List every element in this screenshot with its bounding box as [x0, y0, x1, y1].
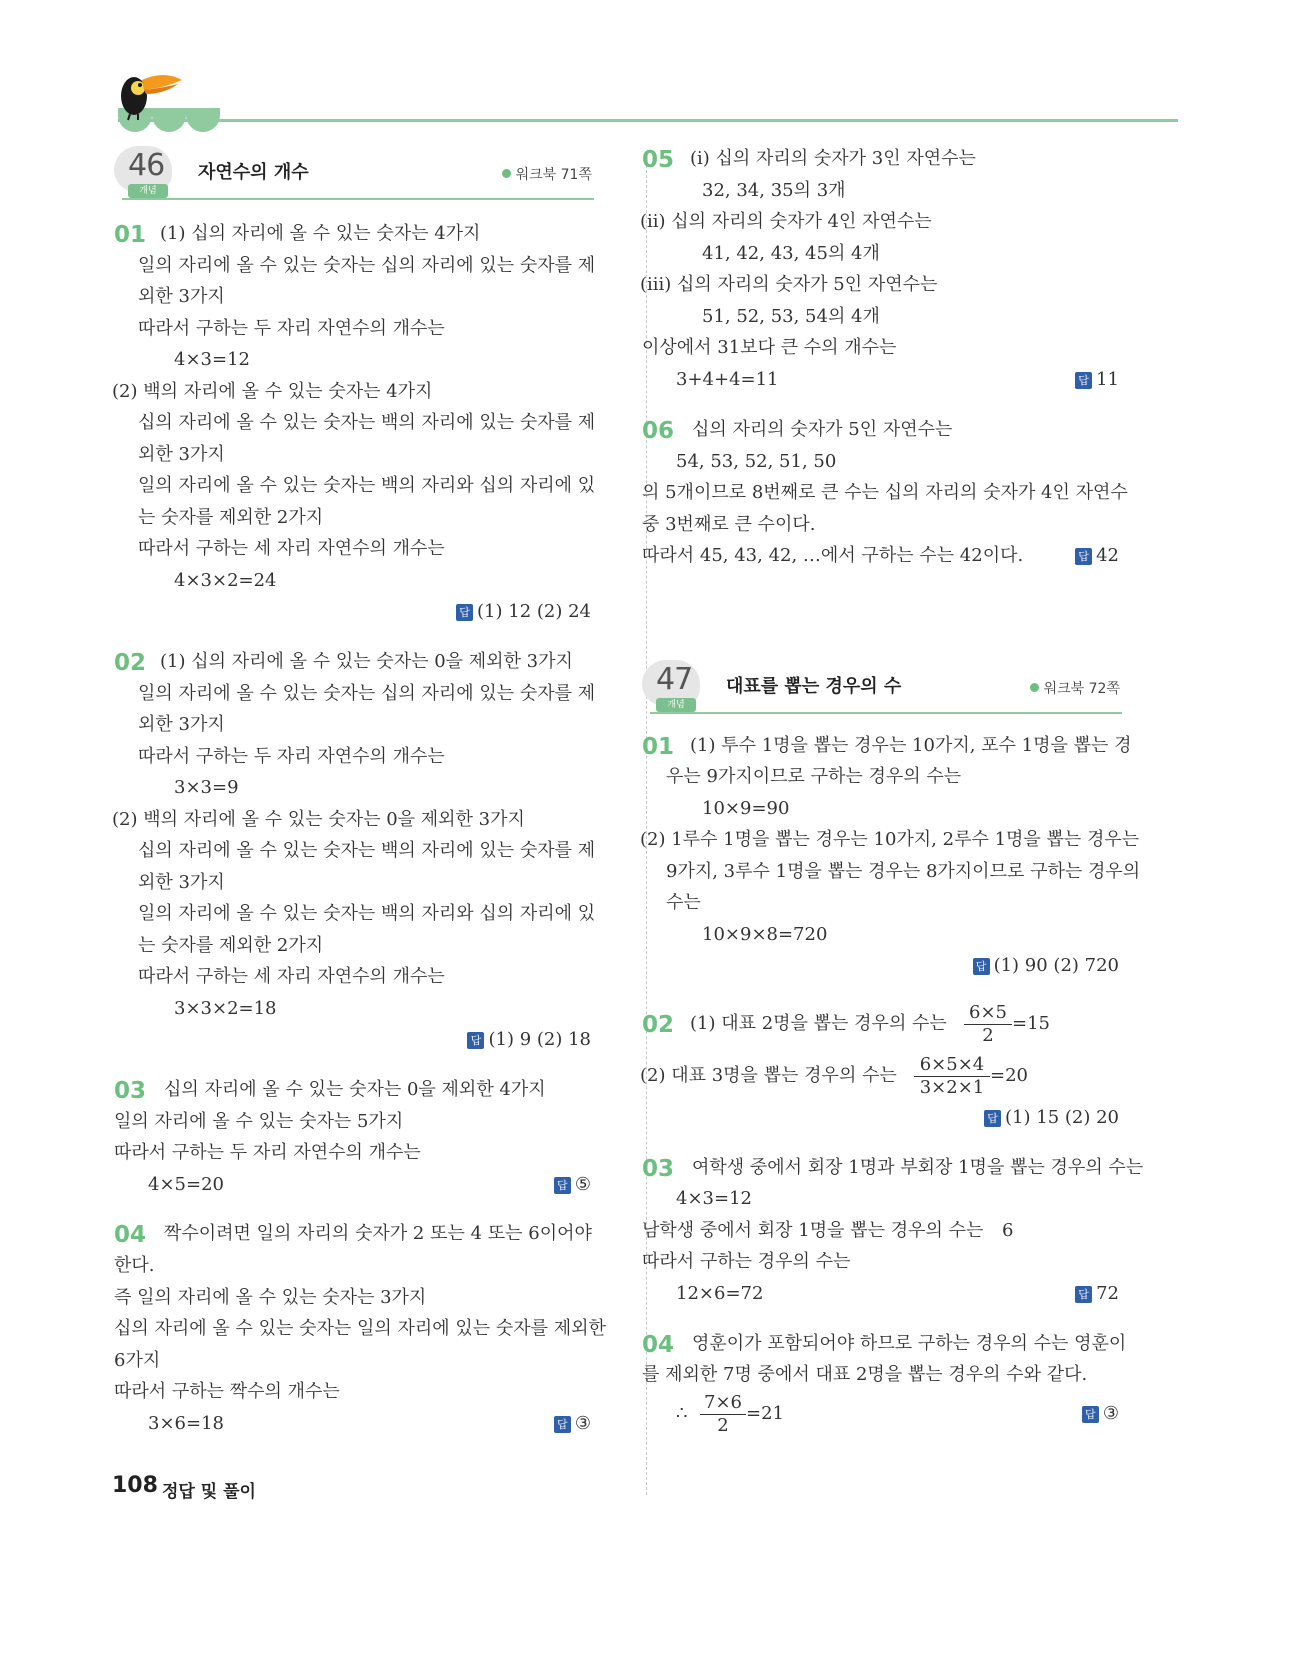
solution-line: 중 3번째로 큰 수이다. — [642, 514, 816, 535]
solution-line: 따라서 45, 43, 42, …에서 구하는 수는 42이다. — [642, 545, 1024, 566]
answer: 답 72 — [1075, 1282, 1119, 1306]
header-wave — [186, 108, 220, 132]
fraction-denominator: 2 — [964, 1024, 1012, 1047]
solution-line: (2) 대표 3명을 뽑는 경우의 수는 — [640, 1065, 897, 1086]
footer-label: 정답 및 풀이 — [162, 1482, 256, 1502]
solution-line: 이상에서 31보다 큰 수의 개수는 — [642, 337, 897, 358]
equation-result: =20 — [990, 1065, 1028, 1086]
section-underline — [122, 198, 594, 200]
problem-number: 06 — [642, 418, 675, 444]
answer: 답 ③ — [554, 1412, 591, 1436]
solution-line: 따라서 구하는 두 자리 자연수의 개수는 — [138, 318, 445, 339]
problem-number: 01 — [642, 734, 675, 760]
solution-line: 의 5개이므로 8번째로 큰 수는 십의 자리의 숫자가 4인 자연수 — [642, 482, 1128, 503]
fraction-numerator: 6×5 — [969, 1002, 1007, 1023]
solution-line: 즉 일의 자리에 올 수 있는 숫자는 3가지 — [114, 1287, 427, 1308]
solution-line: 는 숫자를 제외한 2가지 — [138, 507, 324, 528]
solution-line: 십의 자리에 올 수 있는 숫자는 백의 자리에 있는 숫자를 제 — [138, 412, 596, 433]
answer: 답 ③ — [1082, 1402, 1119, 1426]
solution-line: 외한 3가지 — [138, 444, 225, 465]
solution-line: 남학생 중에서 회장 1명을 뽑는 경우의 수는 — [642, 1220, 984, 1241]
solution-line: 우는 9가지이므로 구하는 경우의 수는 — [666, 766, 962, 787]
equation: 3×3=9 — [174, 777, 239, 798]
solution-line: 일의 자리에 올 수 있는 숫자는 백의 자리와 십의 자리에 있 — [138, 903, 596, 924]
solution-line: 한다. — [114, 1255, 155, 1276]
equation: 10×9×8=720 — [702, 924, 828, 945]
solution-line: (ⅰ) 십의 자리의 숫자가 3인 자연수는 — [690, 148, 976, 169]
solution-line: (ⅲ) 십의 자리의 숫자가 5인 자연수는 — [640, 274, 938, 295]
answer-icon: 답 — [1075, 372, 1092, 389]
fraction — [914, 1054, 990, 1099]
solution-line: (1) 십의 자리에 올 수 있는 숫자는 4가지 — [160, 223, 481, 244]
bullet-icon — [1030, 683, 1039, 692]
solution-line: 따라서 구하는 두 자리 자연수의 개수는 — [138, 746, 445, 767]
solution-line: 외한 3가지 — [138, 872, 225, 893]
toucan-logo — [112, 66, 184, 122]
solution-line: 십의 자리에 올 수 있는 숫자는 일의 자리에 있는 숫자를 제외한 — [114, 1318, 606, 1339]
equation: 3×6=18 — [148, 1413, 224, 1434]
solution-line: 6가지 — [114, 1350, 161, 1371]
answer: 답 42 — [1075, 544, 1119, 568]
equation: 4×3=12 — [676, 1188, 752, 1209]
answer-icon: 답 — [456, 604, 473, 621]
solution-line: 십의 자리에 올 수 있는 숫자는 0을 제외한 4가지 — [164, 1079, 546, 1100]
equation-result: =15 — [1012, 1013, 1050, 1034]
solution-line: 일의 자리에 올 수 있는 숫자는 십의 자리에 있는 숫자를 제 — [138, 683, 596, 704]
page-number: 108 — [112, 1473, 158, 1498]
section-title: 자연수의 개수 — [198, 162, 309, 183]
section-header-47 — [642, 660, 1122, 716]
solution-line: 51, 52, 53, 54의 4개 — [702, 306, 880, 327]
equation: 10×9=90 — [702, 798, 790, 819]
problem-number: 01 — [114, 222, 147, 248]
solution-line: 일의 자리에 올 수 있는 숫자는 백의 자리와 십의 자리에 있 — [138, 475, 596, 496]
problem-number: 03 — [642, 1156, 675, 1182]
fraction-denominator: 2 — [700, 1414, 746, 1437]
solution-line: 따라서 구하는 경우의 수는 — [642, 1251, 851, 1272]
problem-number: 04 — [114, 1222, 147, 1248]
problem-number: 02 — [642, 1012, 675, 1038]
fraction — [964, 1002, 1012, 1047]
solution-line: 54, 53, 52, 51, 50 — [676, 451, 837, 472]
therefore-symbol: ∴ — [676, 1403, 688, 1424]
equation: 4×5=20 — [148, 1174, 224, 1195]
solution-line: (ⅱ) 십의 자리의 숫자가 4인 자연수는 — [640, 211, 932, 232]
solution-line: 를 제외한 7명 중에서 대표 2명을 뽑는 경우의 수와 같다. — [642, 1364, 1088, 1385]
solution-line: 따라서 구하는 두 자리 자연수의 개수는 — [114, 1142, 421, 1163]
solution-line: 일의 자리에 올 수 있는 숫자는 십의 자리에 있는 숫자를 제 — [138, 255, 596, 276]
solution-line: (1) 투수 1명을 뽑는 경우는 10가지, 포수 1명을 뽑는 경 — [690, 735, 1132, 756]
equation-result: =21 — [746, 1403, 784, 1424]
solution-line: (2) 백의 자리에 올 수 있는 숫자는 0을 제외한 3가지 — [112, 809, 525, 830]
fraction-denominator: 3×2×1 — [914, 1076, 990, 1099]
answer: 답 (1) 90 (2) 720 — [973, 954, 1119, 978]
solution-line: 일의 자리에 올 수 있는 숫자는 5가지 — [114, 1111, 404, 1132]
workbook-ref: 워크북 71쪽 — [502, 164, 592, 184]
answer-icon: 답 — [984, 1110, 1001, 1127]
section-tag: 개념 — [128, 184, 168, 198]
equation: 12×6=72 — [676, 1283, 764, 1304]
equation: 4×3=12 — [174, 349, 250, 370]
answer-icon: 답 — [1075, 1286, 1092, 1303]
equation: 3+4+4=11 — [676, 369, 779, 390]
solution-line: 수는 — [666, 892, 701, 913]
solution-line: 외한 3가지 — [138, 714, 225, 735]
solution-line: 외한 3가지 — [138, 286, 225, 307]
equation: 6 — [1002, 1220, 1014, 1241]
solution-line: 영훈이가 포함되어야 하므로 구하는 경우의 수는 영훈이 — [692, 1333, 1127, 1354]
solution-line: 따라서 구하는 짝수의 개수는 — [114, 1381, 340, 1402]
equation: 4×3×2=24 — [174, 570, 277, 591]
answer: 답 (1) 12 (2) 24 — [456, 600, 591, 624]
solution-line: 따라서 구하는 세 자리 자연수의 개수는 — [138, 966, 445, 987]
solution-line: 32, 34, 35의 3개 — [702, 180, 846, 201]
section-header-46 — [114, 146, 594, 202]
problem-number: 02 — [114, 650, 147, 676]
solution-line: (1) 십의 자리에 올 수 있는 숫자는 0을 제외한 3가지 — [160, 651, 573, 672]
workbook-ref: 워크북 72쪽 — [1030, 678, 1120, 698]
fraction-numerator: 7×6 — [704, 1392, 742, 1413]
section-tag: 개념 — [656, 698, 696, 712]
problem-number: 04 — [642, 1332, 675, 1358]
solution-line: (2) 백의 자리에 올 수 있는 숫자는 4가지 — [112, 381, 433, 402]
solution-line: 십의 자리의 숫자가 5인 자연수는 — [692, 419, 953, 440]
answer-icon: 답 — [1075, 548, 1092, 565]
section-title: 대표를 뽑는 경우의 수 — [726, 676, 902, 697]
answer-icon: 답 — [554, 1177, 571, 1194]
solution-line: 따라서 구하는 세 자리 자연수의 개수는 — [138, 538, 445, 559]
problem-number: 05 — [642, 147, 675, 173]
section-number: 46 — [128, 148, 165, 183]
answer-icon: 답 — [554, 1416, 571, 1433]
section-underline — [650, 712, 1122, 714]
solution-line: 십의 자리에 올 수 있는 숫자는 백의 자리에 있는 숫자를 제 — [138, 840, 596, 861]
answer: 답 (1) 9 (2) 18 — [467, 1028, 591, 1052]
solution-line: 41, 42, 43, 45의 4개 — [702, 243, 880, 264]
solution-line: 9가지, 3루수 1명을 뽑는 경우는 8가지이므로 구하는 경우의 — [666, 861, 1141, 882]
problem-number: 03 — [114, 1078, 147, 1104]
answer: 답 (1) 15 (2) 20 — [984, 1106, 1119, 1130]
answer: 답 11 — [1075, 368, 1119, 392]
solution-line: 는 숫자를 제외한 2가지 — [138, 935, 324, 956]
fraction-numerator: 6×5×4 — [919, 1054, 985, 1075]
answer-icon: 답 — [973, 958, 990, 975]
solution-line: (1) 대표 2명을 뽑는 경우의 수는 — [690, 1013, 947, 1034]
equation: 3×3×2=18 — [174, 998, 277, 1019]
solution-line: 짝수이려면 일의 자리의 숫자가 2 또는 4 또는 6이어야 — [164, 1223, 592, 1244]
solution-line: 여학생 중에서 회장 1명과 부회장 1명을 뽑는 경우의 수는 — [692, 1157, 1144, 1178]
answer: 답 ⑤ — [554, 1173, 591, 1197]
header-rule — [118, 119, 1178, 122]
answer-icon: 답 — [467, 1032, 484, 1049]
section-number: 47 — [656, 662, 693, 697]
answer-icon: 답 — [1082, 1406, 1099, 1423]
bullet-icon — [502, 169, 511, 178]
fraction — [700, 1392, 746, 1437]
solution-line: (2) 1루수 1명을 뽑는 경우는 10가지, 2루수 1명을 뽑는 경우는 — [640, 829, 1140, 850]
